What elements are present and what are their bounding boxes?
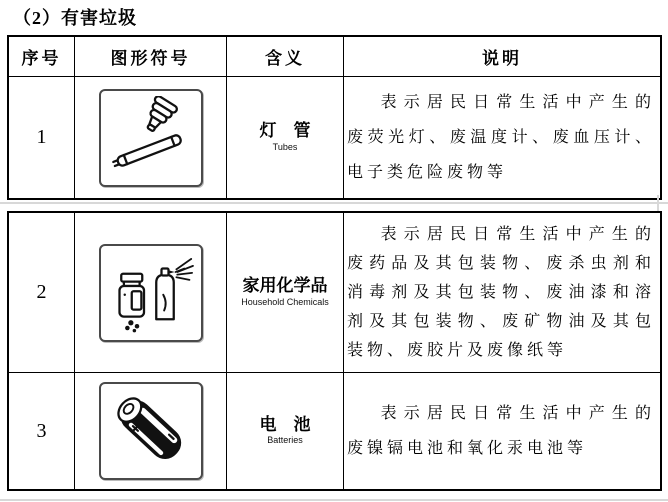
column-header-seq: 序号	[9, 37, 75, 77]
row1-symbol-cell	[75, 77, 227, 198]
row3-seq: 3	[9, 373, 75, 489]
row2-meaning-cell	[227, 213, 344, 373]
hazardous-waste-table-part1	[7, 35, 662, 200]
tubes-icon	[107, 96, 195, 180]
row2-meaning-cn: 家用化学品	[242, 276, 328, 296]
page-break-line	[0, 202, 668, 204]
row1-description	[344, 77, 660, 198]
row1-meaning-cell	[227, 77, 344, 198]
description-line: 装物、废胶片及废像纸等	[347, 342, 568, 359]
description-line: 剂及其包装物、废矿物油及其包	[347, 313, 655, 330]
battery-icon	[107, 389, 195, 473]
description-line: 废镍镉电池和氧化汞电池等	[347, 440, 588, 457]
hazardous-waste-table-part2	[7, 211, 662, 491]
row1-meaning-cn: 灯 管	[259, 121, 311, 141]
column-header-meaning: 含义	[227, 37, 344, 77]
household-chemicals-symbol-box	[99, 244, 203, 342]
description-line: 电子类危险废物等	[347, 164, 508, 181]
description-line: 消毒剂及其包装物、废油漆和溶	[347, 284, 655, 301]
row3-meaning-cn: 电 池	[259, 414, 311, 434]
battery-symbol-box	[99, 382, 203, 480]
row1-meaning-en: Tubes	[272, 141, 298, 152]
row2-seq: 2	[9, 213, 75, 373]
row3-meaning-en: Batteries	[267, 435, 303, 446]
description-line: 废荧光灯、废温度计、废血压计、	[347, 129, 655, 146]
row3-description	[344, 373, 660, 489]
household-chemicals-icon	[107, 251, 195, 335]
description-line: 废药品及其包装物、废杀虫剂和	[347, 255, 655, 272]
description-line: 表示居民日常生活中产生的	[380, 405, 655, 422]
column-header-description: 说明	[344, 37, 660, 77]
row2-description	[344, 213, 660, 373]
description-line: 表示居民日常生活中产生的	[380, 226, 655, 243]
row1-seq: 1	[9, 77, 75, 198]
page-break-right-tick	[657, 195, 659, 211]
row2-symbol-cell	[75, 213, 227, 373]
row2-meaning-en: Household Chemicals	[241, 296, 329, 307]
row3-symbol-cell	[75, 373, 227, 489]
description-line: 表示居民日常生活中产生的	[380, 94, 655, 111]
section-title: （2）有害垃圾	[13, 8, 137, 28]
column-header-symbol: 图形符号	[75, 37, 227, 77]
tubes-symbol-box	[99, 89, 203, 187]
bottom-page-break-line	[0, 499, 668, 501]
row3-meaning-cell	[227, 373, 344, 489]
